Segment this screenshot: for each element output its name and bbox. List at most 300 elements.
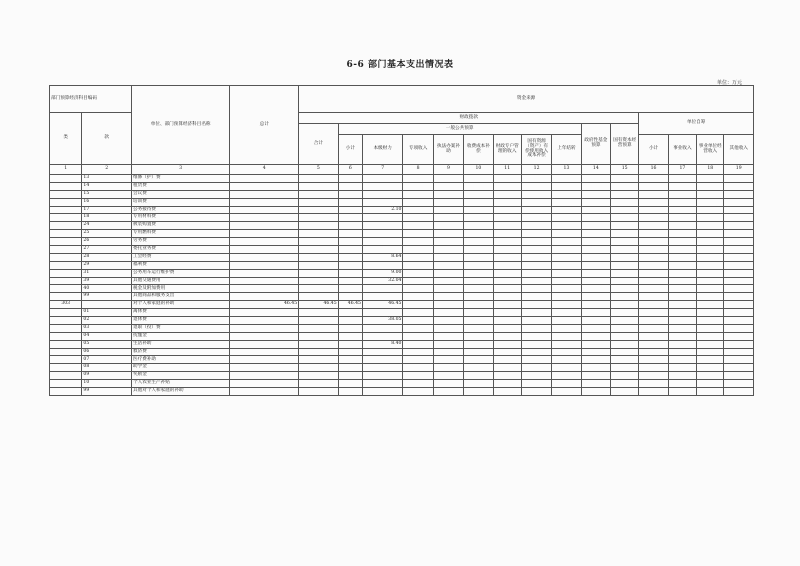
header-caizheng-zhuanhu: 财政专户管理的收入	[493, 135, 521, 165]
cell-name: 奖励金	[132, 372, 230, 380]
cell-value	[611, 198, 639, 206]
column-number: 7	[362, 165, 403, 175]
cell-kuan: 27	[82, 246, 132, 254]
cell-value	[493, 253, 521, 261]
table-row	[50, 356, 754, 364]
cell-value	[668, 246, 696, 254]
cell-value	[611, 230, 639, 238]
cell-value	[581, 261, 610, 269]
cell-name: 培训费	[132, 198, 230, 206]
cell-value	[493, 222, 521, 230]
cell-value	[639, 317, 668, 325]
cell-value	[230, 261, 299, 269]
cell-value	[338, 348, 362, 356]
cell-value	[581, 175, 610, 183]
cell-value: 2.10	[362, 206, 403, 214]
column-number: 6	[338, 165, 362, 175]
cell-value	[724, 230, 754, 238]
table-row	[50, 388, 754, 396]
cell-value	[521, 317, 551, 325]
cell-value	[464, 238, 493, 246]
cell-value	[639, 285, 668, 293]
cell-value	[230, 293, 299, 301]
cell-value	[464, 182, 493, 190]
cell-name: 税金及附加费用	[132, 285, 230, 293]
cell-value	[299, 340, 339, 348]
cell-value	[611, 348, 639, 356]
cell-value	[403, 332, 433, 340]
cell-value	[668, 206, 696, 214]
cell-name: 生活补助	[132, 340, 230, 348]
cell-value	[668, 388, 696, 396]
cell-value	[464, 388, 493, 396]
cell-value	[668, 324, 696, 332]
cell-value	[230, 380, 299, 388]
unit-label: 单位：万元	[716, 80, 742, 86]
cell-value	[493, 261, 521, 269]
cell-value	[581, 285, 610, 293]
cell-value	[724, 348, 754, 356]
cell-value	[581, 206, 610, 214]
cell-name: 对个人和家庭的补助	[132, 301, 230, 309]
cell-value	[403, 340, 433, 348]
cell-value: 9.00	[362, 269, 403, 277]
cell-value	[611, 182, 639, 190]
cell-value	[464, 261, 493, 269]
cell-value	[338, 253, 362, 261]
cell-value	[230, 340, 299, 348]
cell-value	[668, 238, 696, 246]
cell-value	[230, 348, 299, 356]
cell-value	[464, 206, 493, 214]
cell-value	[403, 230, 433, 238]
cell-name: 助学金	[132, 364, 230, 372]
cell-value	[581, 332, 610, 340]
cell-name: 福利费	[132, 261, 230, 269]
column-number: 8	[403, 165, 433, 175]
header-xiaoji: 小计	[338, 135, 362, 165]
cell-value	[299, 356, 339, 364]
cell-value	[403, 356, 433, 364]
cell-value	[464, 214, 493, 222]
cell-value	[299, 222, 339, 230]
cell-value	[433, 340, 463, 348]
cell-value	[724, 190, 754, 198]
cell-value	[697, 198, 724, 206]
cell-value	[230, 324, 299, 332]
table-row	[50, 317, 754, 325]
cell-value	[464, 332, 493, 340]
cell-value	[611, 261, 639, 269]
cell-value	[521, 230, 551, 238]
cell-value	[611, 340, 639, 348]
cell-value	[338, 246, 362, 254]
cell-value	[552, 182, 581, 190]
cell-kuan: 25	[82, 230, 132, 238]
cell-value	[724, 332, 754, 340]
cell-lei	[50, 253, 82, 261]
cell-value	[433, 246, 463, 254]
cell-value	[464, 198, 493, 206]
cell-value	[464, 372, 493, 380]
cell-value	[299, 293, 339, 301]
cell-value	[464, 317, 493, 325]
cell-value	[230, 238, 299, 246]
table-row	[50, 340, 754, 348]
cell-value	[493, 214, 521, 222]
cell-value	[581, 182, 610, 190]
cell-value	[403, 301, 433, 309]
cell-value	[581, 348, 610, 356]
cell-value	[493, 277, 521, 285]
cell-value	[230, 253, 299, 261]
column-number: 13	[552, 165, 581, 175]
cell-value	[697, 190, 724, 198]
cell-value	[464, 285, 493, 293]
cell-value	[581, 364, 610, 372]
cell-value: 46.45	[338, 301, 362, 309]
table-row	[50, 206, 754, 214]
cell-value	[581, 293, 610, 301]
table-row	[50, 332, 754, 340]
cell-value	[639, 301, 668, 309]
cell-value	[299, 246, 339, 254]
cell-value	[362, 175, 403, 183]
cell-value	[362, 230, 403, 238]
cell-value	[230, 372, 299, 380]
cell-name: 维修（护）费	[132, 175, 230, 183]
cell-value	[230, 182, 299, 190]
cell-value	[299, 332, 339, 340]
cell-value	[697, 277, 724, 285]
cell-value	[581, 222, 610, 230]
cell-value	[668, 253, 696, 261]
cell-value	[493, 246, 521, 254]
cell-value	[697, 246, 724, 254]
cell-lei	[50, 340, 82, 348]
cell-value	[581, 372, 610, 380]
cell-value	[493, 206, 521, 214]
cell-value	[403, 175, 433, 183]
column-number: 1	[50, 165, 82, 175]
cell-value	[464, 340, 493, 348]
cell-kuan: 01	[82, 309, 132, 317]
cell-value	[403, 261, 433, 269]
cell-value	[362, 285, 403, 293]
cell-lei	[50, 206, 82, 214]
cell-value	[611, 190, 639, 198]
cell-value	[581, 246, 610, 254]
cell-value	[581, 340, 610, 348]
cell-value	[230, 388, 299, 396]
table-row	[50, 261, 754, 269]
cell-value	[338, 293, 362, 301]
cell-value	[403, 277, 433, 285]
cell-value	[299, 198, 339, 206]
cell-value	[362, 222, 403, 230]
cell-value	[338, 317, 362, 325]
cell-value	[230, 364, 299, 372]
cell-value	[299, 317, 339, 325]
cell-value	[299, 190, 339, 198]
cell-value	[581, 277, 610, 285]
cell-name: 离休费	[132, 309, 230, 317]
cell-kuan: 99	[82, 293, 132, 301]
cell-value	[552, 317, 581, 325]
cell-name: 退职（役）费	[132, 324, 230, 332]
cell-value	[338, 380, 362, 388]
cell-value	[724, 269, 754, 277]
cell-value	[611, 372, 639, 380]
cell-value	[230, 246, 299, 254]
table-row	[50, 175, 754, 183]
cell-value	[552, 293, 581, 301]
cell-value	[521, 332, 551, 340]
cell-value	[724, 277, 754, 285]
cell-value	[552, 301, 581, 309]
cell-value	[611, 175, 639, 183]
cell-kuan: 13	[82, 175, 132, 183]
cell-value	[433, 317, 463, 325]
cell-value	[697, 285, 724, 293]
column-number: 17	[668, 165, 696, 175]
cell-value	[611, 317, 639, 325]
cell-lei	[50, 356, 82, 364]
cell-value	[697, 214, 724, 222]
cell-value	[552, 253, 581, 261]
cell-name: 退休费	[132, 317, 230, 325]
cell-value	[464, 222, 493, 230]
cell-value	[639, 356, 668, 364]
cell-value	[581, 230, 610, 238]
cell-value	[639, 246, 668, 254]
cell-value	[403, 364, 433, 372]
cell-name: 租赁费	[132, 182, 230, 190]
cell-value	[338, 364, 362, 372]
cell-value	[433, 364, 463, 372]
cell-value	[668, 214, 696, 222]
table-row	[50, 253, 754, 261]
cell-kuan: 02	[82, 317, 132, 325]
cell-value	[581, 214, 610, 222]
header-total: 总计	[230, 86, 299, 165]
cell-value	[433, 301, 463, 309]
cell-value	[724, 293, 754, 301]
cell-value	[552, 364, 581, 372]
cell-value	[639, 293, 668, 301]
cell-value	[299, 348, 339, 356]
cell-value	[464, 269, 493, 277]
cell-lei	[50, 182, 82, 190]
cell-value	[521, 380, 551, 388]
cell-value	[581, 269, 610, 277]
cell-value	[697, 238, 724, 246]
cell-value	[668, 317, 696, 325]
cell-lei	[50, 324, 82, 332]
cell-value	[697, 261, 724, 269]
cell-value	[668, 293, 696, 301]
cell-value	[338, 261, 362, 269]
cell-value	[639, 269, 668, 277]
cell-value	[611, 222, 639, 230]
column-number: 14	[581, 165, 610, 175]
cell-lei	[50, 214, 82, 222]
cell-value	[493, 372, 521, 380]
cell-value	[338, 324, 362, 332]
cell-value	[299, 269, 339, 277]
cell-lei	[50, 261, 82, 269]
cell-value	[724, 246, 754, 254]
cell-value	[362, 388, 403, 396]
cell-value	[230, 317, 299, 325]
cell-value	[552, 269, 581, 277]
column-number: 4	[230, 165, 299, 175]
header-shangnian: 上年结转	[552, 135, 581, 165]
cell-value	[521, 182, 551, 190]
cell-value	[403, 253, 433, 261]
cell-name: 救济费	[132, 348, 230, 356]
cell-value	[611, 388, 639, 396]
cell-name: 专用材料费	[132, 214, 230, 222]
cell-value	[611, 238, 639, 246]
cell-value	[552, 356, 581, 364]
cell-value	[493, 293, 521, 301]
cell-value	[611, 214, 639, 222]
cell-value	[362, 364, 403, 372]
cell-value	[668, 332, 696, 340]
column-number: 5	[299, 165, 339, 175]
cell-value	[552, 285, 581, 293]
table-row	[50, 269, 754, 277]
cell-value	[338, 372, 362, 380]
cell-value	[338, 332, 362, 340]
cell-value	[668, 340, 696, 348]
cell-value	[338, 206, 362, 214]
cell-value	[639, 348, 668, 356]
cell-value	[611, 356, 639, 364]
cell-value	[639, 206, 668, 214]
header-general: 一般公共预算	[338, 124, 581, 135]
cell-value	[668, 309, 696, 317]
cell-value	[362, 380, 403, 388]
cell-value	[697, 340, 724, 348]
table-row	[50, 222, 754, 230]
cell-kuan: 31	[82, 269, 132, 277]
header-shoufei: 收费成本补偿	[464, 135, 493, 165]
cell-value	[521, 190, 551, 198]
cell-value	[362, 324, 403, 332]
cell-value	[433, 277, 463, 285]
cell-value	[403, 380, 433, 388]
cell-kuan: 26	[82, 238, 132, 246]
cell-value	[338, 230, 362, 238]
cell-value	[299, 206, 339, 214]
table-row	[50, 277, 754, 285]
header-fiscal: 财政拨款	[299, 113, 639, 124]
cell-value	[464, 380, 493, 388]
table-row	[50, 198, 754, 206]
cell-value	[493, 332, 521, 340]
cell-value	[552, 246, 581, 254]
cell-value	[433, 388, 463, 396]
cell-value	[581, 238, 610, 246]
cell-value	[464, 324, 493, 332]
cell-value	[230, 214, 299, 222]
cell-value	[697, 182, 724, 190]
cell-value	[724, 214, 754, 222]
cell-value	[611, 285, 639, 293]
cell-value	[697, 317, 724, 325]
cell-value	[403, 190, 433, 198]
cell-kuan: 39	[82, 277, 132, 285]
cell-value	[433, 324, 463, 332]
cell-value	[552, 340, 581, 348]
cell-value	[433, 175, 463, 183]
cell-value	[668, 182, 696, 190]
cell-value	[581, 324, 610, 332]
cell-value	[724, 356, 754, 364]
cell-value	[362, 261, 403, 269]
cell-value	[668, 222, 696, 230]
cell-value	[433, 238, 463, 246]
header-guoyou-zichan: 国有资源（资产）有偿使用收入成本补偿	[521, 135, 551, 165]
cell-value	[403, 222, 433, 230]
cell-value	[433, 293, 463, 301]
cell-kuan: 08	[82, 364, 132, 372]
cell-value	[552, 277, 581, 285]
cell-value: 8.40	[362, 340, 403, 348]
cell-value	[581, 301, 610, 309]
cell-value	[552, 230, 581, 238]
cell-kuan: 29	[82, 261, 132, 269]
cell-name: 委托业务费	[132, 246, 230, 254]
cell-kuan: 06	[82, 348, 132, 356]
header-shiye-jingying: 事业单位经营收入	[697, 135, 724, 165]
cell-value	[724, 285, 754, 293]
cell-value	[493, 182, 521, 190]
column-number: 11	[493, 165, 521, 175]
cell-value	[493, 269, 521, 277]
cell-value	[724, 175, 754, 183]
cell-kuan: 24	[82, 222, 132, 230]
cell-value	[433, 380, 463, 388]
cell-value	[362, 293, 403, 301]
cell-value	[724, 340, 754, 348]
cell-value	[611, 364, 639, 372]
cell-value	[724, 222, 754, 230]
cell-value	[230, 222, 299, 230]
cell-value	[521, 246, 551, 254]
table-row	[50, 246, 754, 254]
cell-lei	[50, 230, 82, 238]
cell-value	[230, 175, 299, 183]
cell-value	[338, 285, 362, 293]
cell-value	[338, 190, 362, 198]
cell-value	[581, 356, 610, 364]
header-name: 单位、部门预算经济科目名称	[132, 86, 230, 165]
cell-value	[464, 175, 493, 183]
cell-value	[521, 277, 551, 285]
cell-value	[403, 246, 433, 254]
cell-value	[611, 269, 639, 277]
cell-value: 46.45	[362, 301, 403, 309]
cell-value	[362, 356, 403, 364]
header-guoyou-ziben: 国有资本经营预算	[611, 124, 639, 165]
cell-value	[639, 198, 668, 206]
cell-value	[403, 372, 433, 380]
cell-value	[362, 190, 403, 198]
cell-kuan: 10	[82, 380, 132, 388]
